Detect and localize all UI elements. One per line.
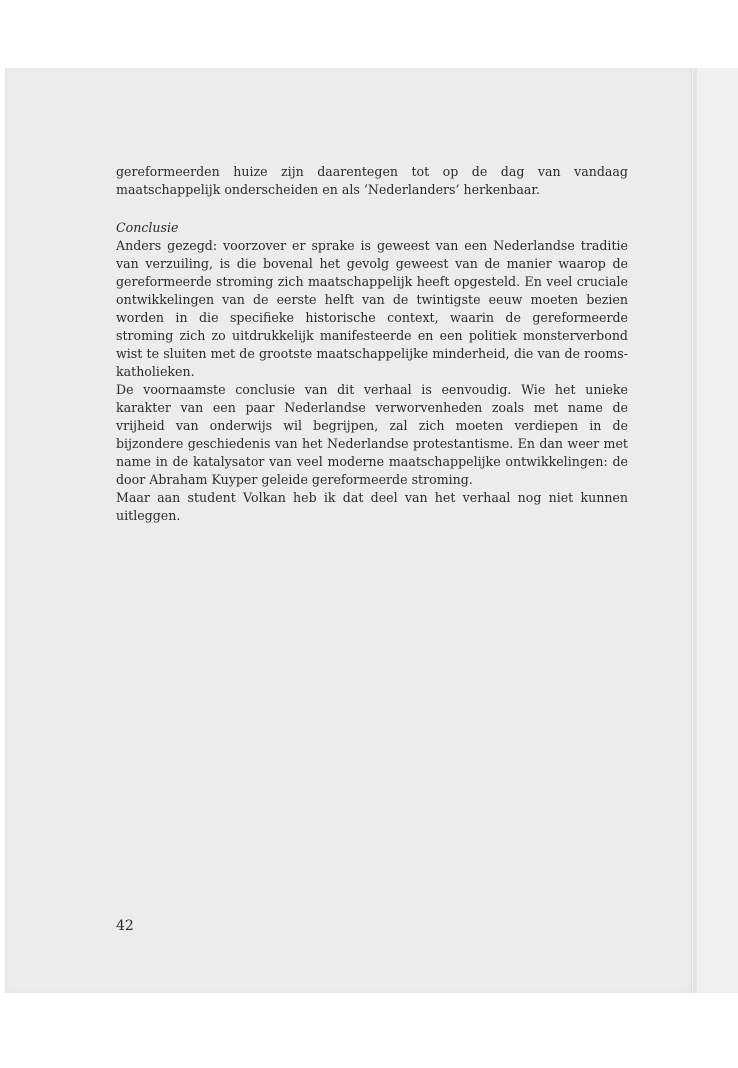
paragraph-2: De voornaamste conclusie van dit verhaal is eenvoudig. Wie het unieke karakter van een paar Nederlandse verworvenheden zoals met name de vrijheid van onderwijs wil begrijpen, zal zich moeten verdiepen in de bijzondere geschiedenis van het Nederlandse protestantisme. En dan weer met name in de katalysator van veel moderne maatschappelijke ontwikkelingen: de door Abraham Kuyper geleide gereformeerde stroming. [116, 382, 628, 487]
intro-paragraph: gereformeerden huize zijn daarentegen tot op de dag van vandaag maatschappelijk onderscheiden en als ‘Nederlanders’ herkenbaar. [116, 164, 628, 197]
paragraph-1: Anders gezegd: voorzover er sprake is geweest van een Nederlandse traditie van verzuiling, is die bovenal het gevolg geweest van de manier waarop de gereformeerde stroming zich maatschappelijk heeft opgesteld. En veel cruciale ontwikkelingen van de eerste helft van de twintigste eeuw moeten bezien worden in die specifieke historische context, waarin de gereformeerde stroming zich zo uitdrukkelijk manifesteerde en een politiek monsterverbond wist te sluiten met de grootste maatschappelijke minderheid, die van de rooms-katholieken. [116, 238, 628, 379]
page-edge [691, 68, 738, 993]
page-number: 42 [116, 918, 134, 934]
paragraph-3: Maar aan student Volkan heb ik dat deel van het verhaal nog niet kunnen uitleggen. [116, 490, 628, 523]
section-heading: Conclusie [116, 220, 179, 235]
page-edge-shadow [693, 68, 697, 993]
section-gap [116, 199, 628, 219]
body-text [116, 163, 628, 525]
